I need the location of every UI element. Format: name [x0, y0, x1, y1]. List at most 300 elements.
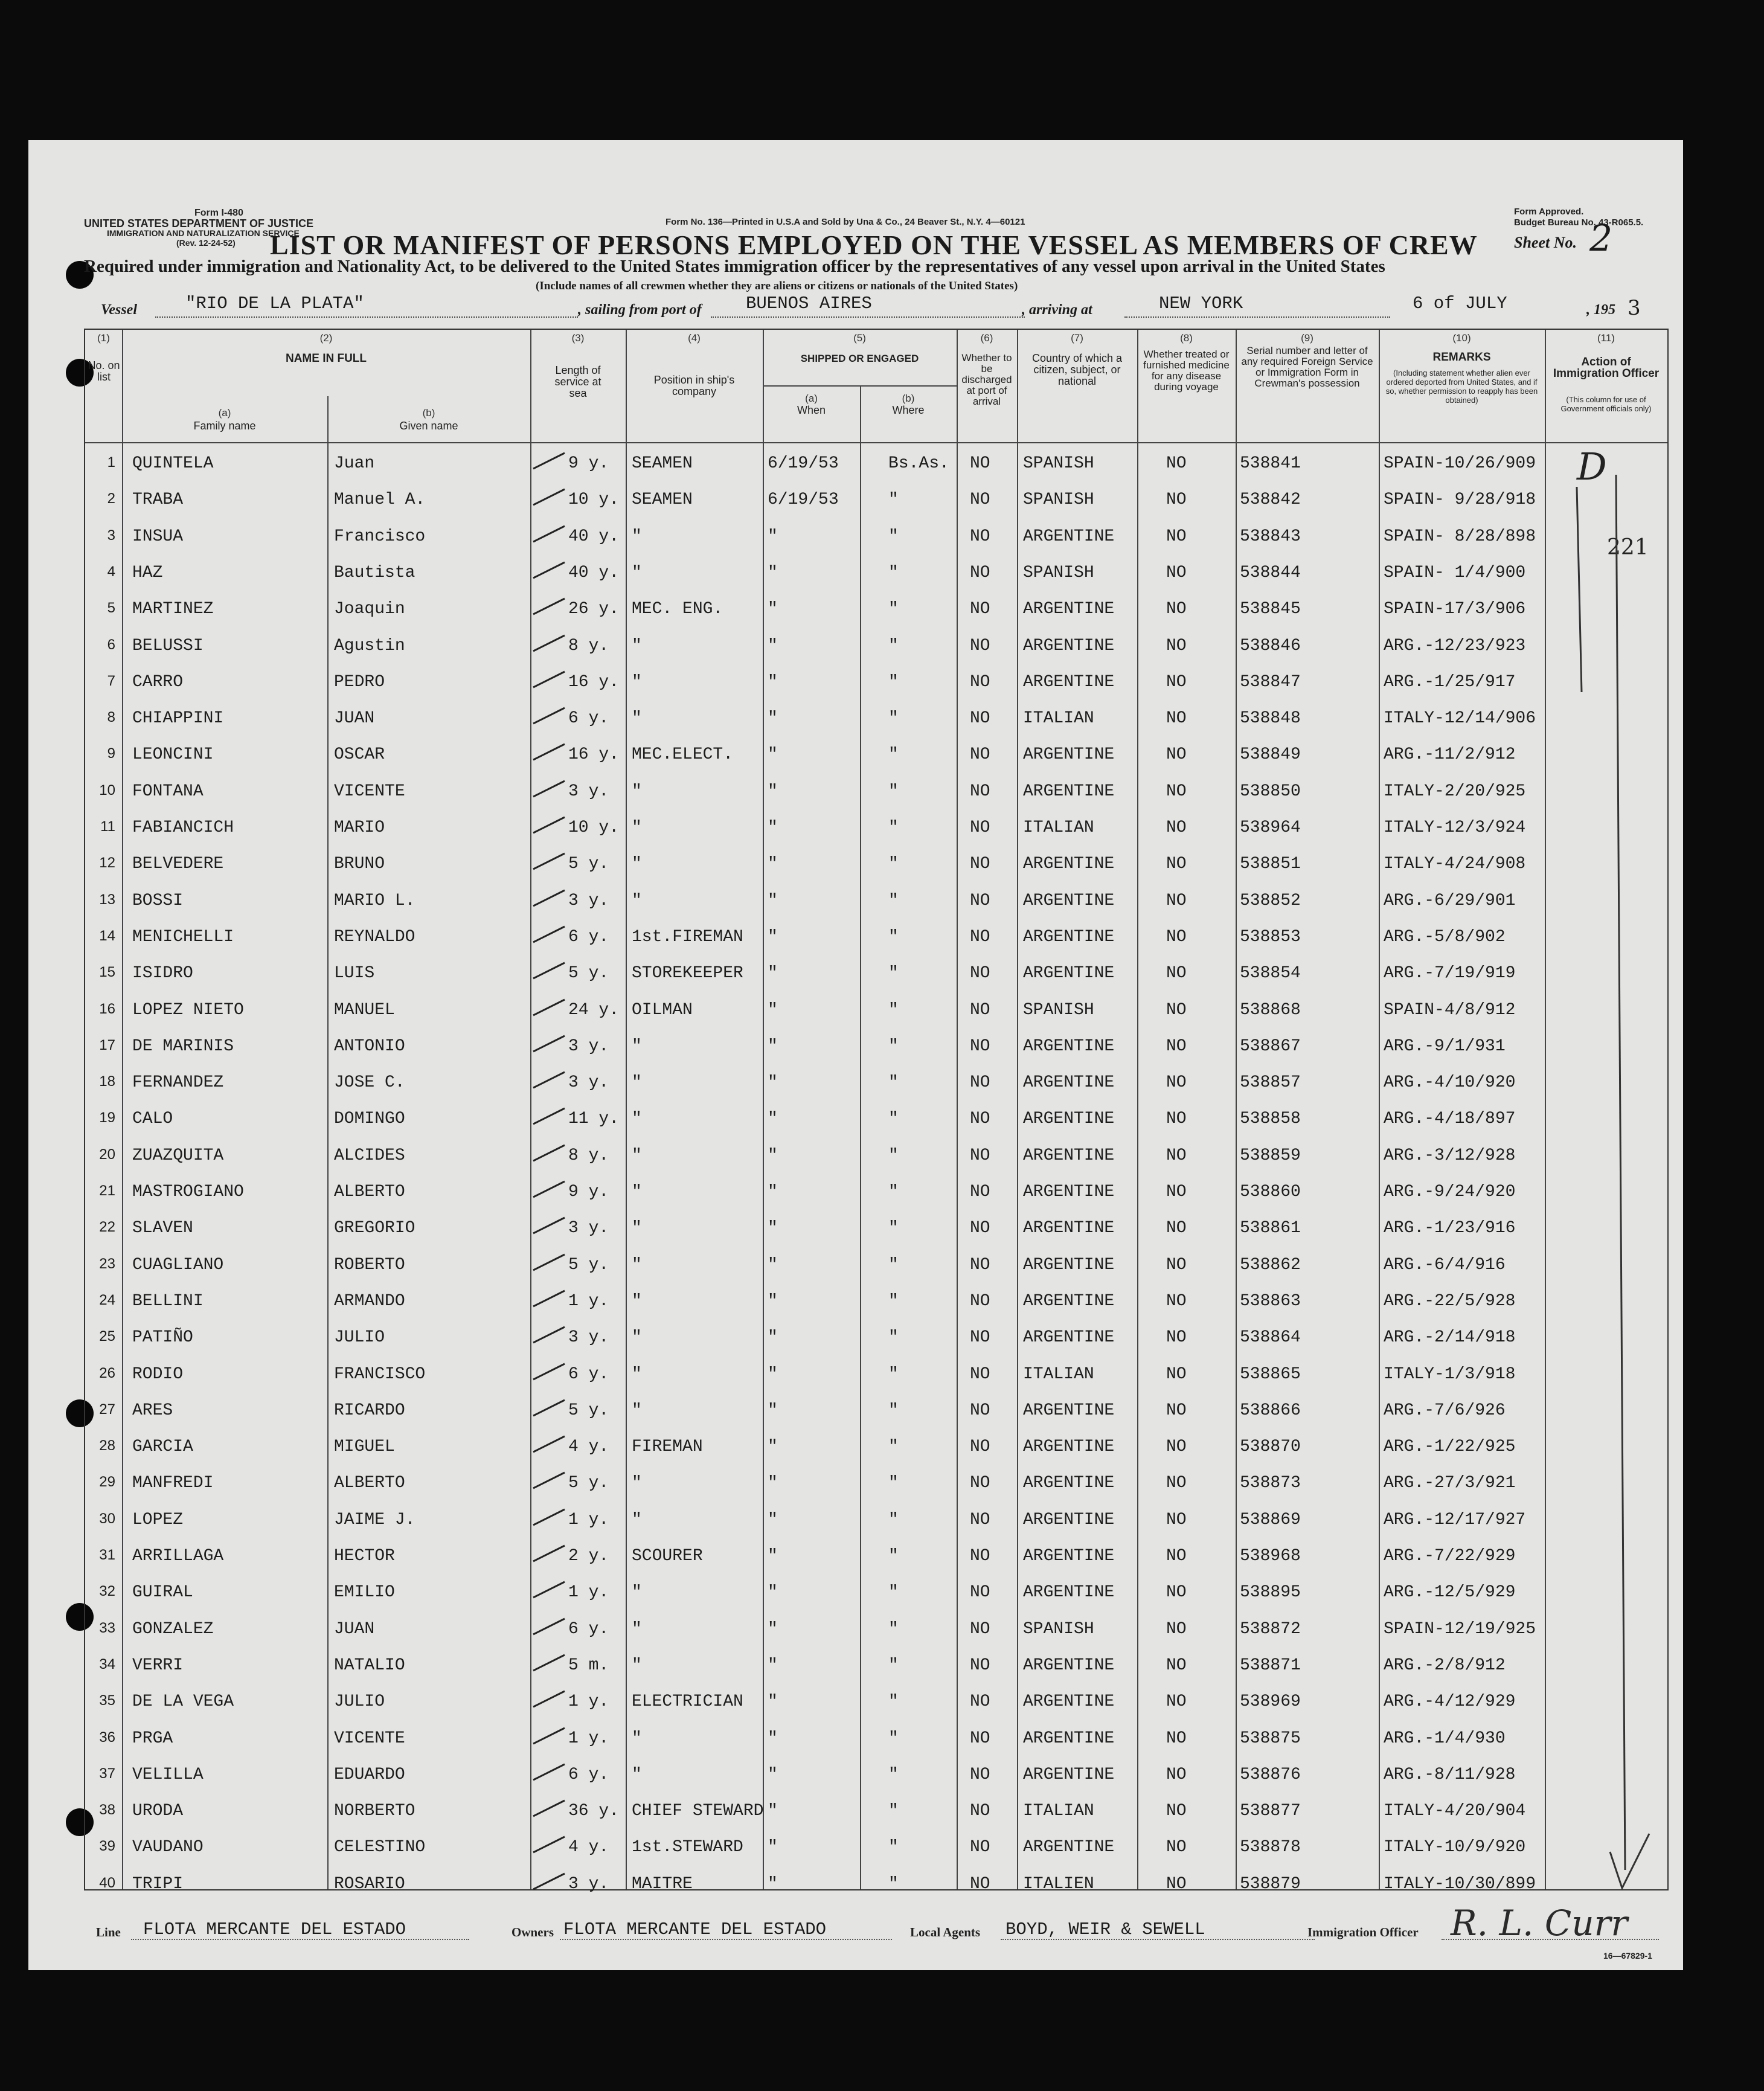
citizenship: SPANISH [1023, 490, 1094, 510]
check-mark-icon [531, 1615, 567, 1637]
row-number: 7 [107, 672, 115, 689]
position: " [632, 1656, 642, 1675]
discharge-status: NO [970, 454, 990, 473]
check-mark-icon [531, 449, 567, 471]
form-id: Form I-480 [194, 208, 243, 218]
shipped-when: " [768, 1765, 778, 1784]
family-name: VERRI [132, 1656, 184, 1675]
citizenship: ARGENTINE [1023, 1401, 1115, 1420]
family-name: QUINTELA [132, 454, 214, 473]
service-length: 1 y. [568, 1291, 609, 1311]
row-number: 39 [99, 1838, 115, 1855]
shipped-when: " [768, 1692, 778, 1712]
serial-number: 538968 [1240, 1547, 1301, 1566]
position: SEAMEN [632, 454, 693, 473]
discharge-status: NO [970, 1838, 990, 1857]
discharge-status: NO [970, 1547, 990, 1566]
citizenship: ITALIAN [1023, 1802, 1094, 1821]
port-from: BUENOS AIRES [746, 294, 872, 313]
shipped-when: " [768, 1146, 778, 1165]
discharge-status: NO [970, 1692, 990, 1712]
table-row [85, 1793, 1667, 1829]
family-name: RODIO [132, 1364, 184, 1384]
service-length: 1 y. [568, 1692, 609, 1712]
citizenship: ITALIAN [1023, 818, 1094, 837]
citizenship: ARGENTINE [1023, 1183, 1115, 1201]
citizenship: ARGENTINE [1023, 1583, 1115, 1602]
form-code: 16—67829-1 [1603, 1951, 1652, 1961]
row-number: 17 [99, 1036, 115, 1053]
remarks: ARG.-4/18/897 [1384, 1110, 1516, 1129]
given-name: Bautista [334, 563, 415, 582]
owners-label: Owners [512, 1925, 554, 1939]
col-family-sub: (a) [218, 407, 231, 419]
position: " [632, 1474, 642, 1493]
remarks: ARG.-12/23/923 [1384, 636, 1526, 655]
row-number: 27 [99, 1401, 115, 1418]
check-mark-icon [531, 1396, 567, 1418]
service-length: 4 y. [568, 1838, 609, 1857]
given-name: PEDRO [334, 672, 385, 692]
remarks: SPAIN-17/3/906 [1384, 600, 1526, 619]
remarks: ARG.-2/14/918 [1384, 1328, 1516, 1347]
discharge-status: NO [970, 818, 990, 837]
family-name: DE LA VEGA [132, 1692, 234, 1712]
col-serial-num: (9) [1301, 332, 1313, 344]
serial-number: 538859 [1240, 1146, 1301, 1165]
position: " [632, 782, 642, 801]
medicine-status: NO [1166, 1146, 1187, 1165]
table-row [85, 1611, 1667, 1648]
remarks: ARG.-1/25/917 [1384, 672, 1516, 692]
row-number: 2 [107, 490, 115, 507]
col-where-sub: (b) [902, 393, 915, 404]
citizenship: ARGENTINE [1023, 782, 1115, 801]
given-name: VICENTE [334, 1729, 405, 1748]
discharge-status: NO [970, 1510, 990, 1529]
medicine-status: NO [1166, 454, 1187, 473]
service-length: 6 y. [568, 1364, 609, 1384]
service-length: 26 y. [568, 600, 620, 619]
check-mark-icon [531, 1833, 567, 1855]
col-country-num: (7) [1071, 332, 1083, 344]
discharge-status: NO [970, 1000, 990, 1020]
serial-number: 538969 [1240, 1692, 1301, 1712]
check-mark-icon [531, 777, 567, 799]
discharge-status: NO [970, 672, 990, 692]
remarks: ARG.-2/8/912 [1384, 1656, 1506, 1675]
citizenship: ARGENTINE [1023, 1729, 1115, 1748]
remarks: ARG.-7/6/926 [1384, 1401, 1506, 1420]
shipped-where: " [888, 1219, 899, 1238]
col-shipped-header: SHIPPED OR ENGAGED [800, 353, 919, 364]
manifest-subtitle: Required under immigration and Nationality Act, to be delivered to the United States immigration officer by the representatives of any vessel upon arrival in the United States [84, 257, 1385, 276]
check-mark-icon [531, 814, 567, 835]
family-name: TRIPI [132, 1874, 184, 1893]
position: 1st.FIREMAN [632, 927, 743, 946]
position: " [632, 527, 642, 546]
table-row [85, 1138, 1667, 1174]
service-length: 8 y. [568, 1146, 609, 1165]
line-label: Line [96, 1925, 121, 1939]
citizenship: ARGENTINE [1023, 1656, 1115, 1675]
family-name: GONZALEZ [132, 1619, 214, 1639]
family-name: DE MARINIS [132, 1036, 234, 1056]
check-mark-icon [531, 1214, 567, 1236]
table-row [85, 701, 1667, 737]
position: " [632, 1765, 642, 1784]
service-length: 8 y. [568, 636, 609, 655]
shipped-when: " [768, 818, 778, 837]
given-name: MARIO L. [334, 891, 415, 910]
discharge-status: NO [970, 1583, 990, 1602]
medicine-status: NO [1166, 1437, 1187, 1457]
family-name: FONTANA [132, 782, 204, 801]
service-length: 24 y. [568, 1000, 620, 1020]
remarks: SPAIN- 9/28/918 [1384, 490, 1536, 510]
table-row [85, 1320, 1667, 1356]
discharge-status: NO [970, 964, 990, 983]
discharge-status: NO [970, 1619, 990, 1639]
shipped-where: " [888, 1802, 899, 1821]
owners-value: FLOTA MERCANTE DEL ESTADO [563, 1919, 827, 1939]
position: " [632, 1729, 642, 1748]
table-row [85, 1357, 1667, 1393]
position: " [632, 672, 642, 692]
citizenship: ARGENTINE [1023, 672, 1115, 692]
given-name: JULIO [334, 1328, 385, 1347]
shipped-where: " [888, 1838, 899, 1857]
check-mark-icon [531, 1506, 567, 1527]
given-name: BRUNO [334, 855, 385, 874]
medicine-status: NO [1166, 1729, 1187, 1748]
remarks: ARG.-1/23/916 [1384, 1219, 1516, 1238]
family-name: CARRO [132, 672, 184, 692]
position: SCOURER [632, 1547, 703, 1566]
shipped-when: " [768, 745, 778, 765]
col-where-header: Where [892, 404, 925, 416]
discharge-status: NO [970, 636, 990, 655]
citizenship: ARGENTINE [1023, 1146, 1115, 1165]
check-mark-icon [531, 1651, 567, 1673]
remarks: ARG.-8/11/928 [1384, 1765, 1516, 1784]
position: FIREMAN [632, 1437, 703, 1457]
row-number: 11 [100, 818, 115, 835]
given-name: Joaquin [334, 600, 405, 619]
family-name: FABIANCICH [132, 818, 234, 837]
table-row [85, 1648, 1667, 1684]
officer-signature: R. L. Curr [1451, 1903, 1628, 1944]
shipped-when: " [768, 1219, 778, 1238]
given-name: DOMINGO [334, 1110, 405, 1129]
line-value: FLOTA MERCANTE DEL ESTADO [143, 1919, 406, 1939]
manifest-note: (Include names of all crewmen whether they are aliens or citizens or nationals of the United States) [536, 280, 1018, 292]
form-revision: (Rev. 12-24-52) [176, 238, 236, 248]
medicine-status: NO [1166, 1656, 1187, 1675]
table-row [85, 883, 1667, 919]
col-remarks-note: (Including statement whether alien ever ordered deported from United States, and if so, whether permission to reapply has been obtained) [1385, 368, 1538, 405]
service-length: 5 y. [568, 964, 609, 983]
remarks: ITALY-10/30/899 [1384, 1874, 1536, 1893]
row-number: 24 [99, 1291, 115, 1308]
citizenship: SPANISH [1023, 1000, 1094, 1020]
given-name: ALCIDES [334, 1146, 405, 1165]
given-name: LUIS [334, 964, 375, 983]
serial-number: 538851 [1240, 855, 1301, 874]
col-position-header: Position in ship's company [653, 374, 735, 397]
given-name: MARIO [334, 818, 385, 837]
discharge-status: NO [970, 1291, 990, 1311]
citizenship: ARGENTINE [1023, 1474, 1115, 1493]
service-length: 2 y. [568, 1547, 609, 1566]
remarks: ARG.-11/2/912 [1384, 745, 1516, 765]
citizenship: ARGENTINE [1023, 745, 1115, 765]
service-length: 6 y. [568, 927, 609, 946]
family-name: BELVEDERE [132, 855, 224, 874]
remarks: ARG.-7/22/929 [1384, 1547, 1516, 1566]
row-number: 32 [99, 1583, 115, 1600]
given-name: ALBERTO [334, 1474, 405, 1493]
table-row [85, 591, 1667, 628]
family-name: URODA [132, 1802, 184, 1821]
given-name: NATALIO [334, 1656, 405, 1675]
position: MEC.ELECT. [632, 745, 734, 765]
family-name: PATIÑO [132, 1328, 193, 1347]
vessel-name: "RIO DE LA PLATA" [185, 294, 364, 313]
shipped-where: " [888, 1328, 899, 1347]
serial-number: 538877 [1240, 1802, 1301, 1821]
citizenship: ARGENTINE [1023, 527, 1115, 546]
shipped-where: " [888, 1291, 899, 1311]
check-mark-icon [531, 1105, 567, 1126]
remarks: ARG.-4/12/929 [1384, 1692, 1516, 1712]
discharge-status: NO [970, 1364, 990, 1384]
remarks: ARG.-6/29/901 [1384, 891, 1516, 910]
table-row [85, 1575, 1667, 1611]
service-length: 6 y. [568, 709, 609, 728]
serial-number: 538844 [1240, 563, 1301, 582]
family-name: MANFREDI [132, 1474, 214, 1493]
table-row [85, 555, 1667, 591]
check-mark-icon [531, 996, 567, 1018]
table-row [85, 1721, 1667, 1757]
row-number: 36 [99, 1729, 115, 1746]
shipped-where: " [888, 709, 899, 728]
shipped-when: " [768, 1619, 778, 1639]
position: " [632, 1364, 642, 1384]
discharge-status: NO [970, 891, 990, 910]
check-mark-icon [531, 1870, 567, 1892]
serial-number: 538843 [1240, 527, 1301, 546]
medicine-status: NO [1166, 1036, 1187, 1056]
service-length: 3 y. [568, 1036, 609, 1056]
shipped-when: 6/19/53 [768, 490, 839, 510]
given-name: EDUARDO [334, 1765, 405, 1784]
citizenship: ARGENTINE [1023, 636, 1115, 655]
position: STOREKEEPER [632, 964, 743, 983]
row-number: 33 [99, 1619, 115, 1636]
remarks: ITALY-2/20/925 [1384, 782, 1526, 801]
manifest-title: LIST OR MANIFEST OF PERSONS EMPLOYED ON THE VESSEL AS MEMBERS OF CREW [270, 230, 1478, 260]
discharge-status: NO [970, 1036, 990, 1056]
discharge-status: NO [970, 1219, 990, 1238]
discharge-status: NO [970, 563, 990, 582]
service-length: 9 y. [568, 454, 609, 473]
given-name: CELESTINO [334, 1838, 426, 1857]
table-row [85, 1029, 1667, 1065]
shipped-where: " [888, 1183, 899, 1201]
col-given-sub: (b) [422, 407, 435, 419]
shipped-when: " [768, 636, 778, 655]
medicine-status: NO [1166, 1765, 1187, 1784]
shipped-where: " [888, 1073, 899, 1093]
position: MAITRE [632, 1874, 693, 1893]
serial-number: 538869 [1240, 1510, 1301, 1529]
citizenship: ARGENTINE [1023, 1547, 1115, 1566]
remarks: ITALY-4/20/904 [1384, 1802, 1526, 1821]
discharge-status: NO [970, 1474, 990, 1493]
col-discharge-num: (6) [980, 332, 993, 344]
citizenship: ARGENTINE [1023, 1291, 1115, 1311]
row-number: 37 [99, 1765, 115, 1782]
citizenship: ARGENTINE [1023, 1219, 1115, 1238]
remarks: ARG.-12/17/927 [1384, 1510, 1526, 1529]
serial-number: 538850 [1240, 782, 1301, 801]
shipped-where: " [888, 672, 899, 692]
shipped-when: " [768, 1474, 778, 1493]
remarks: ARG.-9/24/920 [1384, 1183, 1516, 1201]
medicine-status: NO [1166, 745, 1187, 765]
agents-value: BOYD, WEIR & SEWELL [1005, 1919, 1205, 1939]
citizenship: ARGENTINE [1023, 1838, 1115, 1857]
row-number: 30 [99, 1510, 115, 1527]
given-name: REYNALDO [334, 927, 415, 946]
serial-number: 538847 [1240, 672, 1301, 692]
medicine-status: NO [1166, 1510, 1187, 1529]
row-number: 12 [99, 855, 115, 872]
given-name: Juan [334, 454, 375, 473]
position: SEAMEN [632, 490, 693, 510]
citizenship: ARGENTINE [1023, 927, 1115, 946]
shipped-where: " [888, 1000, 899, 1020]
remarks: SPAIN-10/26/909 [1384, 454, 1536, 473]
medicine-status: NO [1166, 1328, 1187, 1347]
shipped-when: " [768, 855, 778, 874]
discharge-status: NO [970, 782, 990, 801]
citizenship: ARGENTINE [1023, 855, 1115, 874]
remarks: SPAIN-4/8/912 [1384, 1000, 1516, 1020]
shipped-when: " [768, 1401, 778, 1420]
citizenship: SPANISH [1023, 1619, 1094, 1639]
shipped-where: " [888, 1656, 899, 1675]
check-mark-icon [531, 1360, 567, 1382]
medicine-status: NO [1166, 1583, 1187, 1602]
medicine-status: NO [1166, 636, 1187, 655]
family-name: BELUSSI [132, 636, 204, 655]
given-name: HECTOR [334, 1547, 395, 1566]
table-row [85, 1101, 1667, 1137]
table-row [85, 992, 1667, 1029]
family-name: VELILLA [132, 1765, 204, 1784]
table-row [85, 1283, 1667, 1320]
medicine-status: NO [1166, 1183, 1187, 1201]
discharge-status: NO [970, 1401, 990, 1420]
shipped-when: " [768, 1583, 778, 1602]
discharge-status: NO [970, 1110, 990, 1129]
row-number: 38 [99, 1802, 115, 1819]
shipped-where: " [888, 1510, 899, 1529]
medicine-status: NO [1166, 1219, 1187, 1238]
shipped-where: " [888, 490, 899, 510]
shipped-when: " [768, 1838, 778, 1857]
check-mark-icon [531, 1068, 567, 1090]
discharge-status: NO [970, 600, 990, 619]
row-number: 40 [99, 1874, 115, 1891]
family-name: LOPEZ NIETO [132, 1000, 244, 1020]
serial-number: 538861 [1240, 1219, 1301, 1238]
service-length: 3 y. [568, 1874, 609, 1893]
family-name: ISIDRO [132, 964, 193, 983]
table-row [85, 919, 1667, 956]
service-length: 3 y. [568, 782, 609, 801]
shipped-when: " [768, 527, 778, 546]
medicine-status: NO [1166, 964, 1187, 983]
row-number: 22 [99, 1219, 115, 1236]
family-name: BELLINI [132, 1291, 204, 1311]
serial-number: 538964 [1240, 818, 1301, 837]
shipped-where: " [888, 600, 899, 619]
medicine-status: NO [1166, 490, 1187, 510]
position: " [632, 1583, 642, 1602]
table-row [85, 1684, 1667, 1720]
service-length: 6 y. [568, 1619, 609, 1639]
medicine-status: NO [1166, 709, 1187, 728]
serial-number: 538854 [1240, 964, 1301, 983]
serial-number: 538858 [1240, 1110, 1301, 1129]
table-row [85, 846, 1667, 882]
family-name: CALO [132, 1110, 173, 1129]
remarks: ARG.-27/3/921 [1384, 1474, 1516, 1493]
given-name: RICARDO [334, 1401, 405, 1420]
given-name: JAIME J. [334, 1510, 415, 1529]
given-name: EMILIO [334, 1583, 395, 1602]
remarks: ITALY-12/3/924 [1384, 818, 1526, 837]
shipped-when: " [768, 1802, 778, 1821]
family-name: MASTROGIANO [132, 1183, 244, 1201]
row-number: 9 [107, 745, 115, 762]
discharge-status: NO [970, 527, 990, 546]
table-row [85, 1065, 1667, 1101]
medicine-status: NO [1166, 672, 1187, 692]
medicine-status: NO [1166, 891, 1187, 910]
shipped-when: " [768, 1328, 778, 1347]
col-no-header: No. on list [88, 359, 120, 383]
position: " [632, 1328, 642, 1347]
service-length: 10 y. [568, 490, 620, 510]
citizenship: ARGENTINE [1023, 1437, 1115, 1457]
check-mark-icon [531, 1178, 567, 1200]
given-name: Manuel A. [334, 490, 426, 510]
officer-label: Immigration Officer [1307, 1925, 1419, 1939]
serial-number: 538870 [1240, 1437, 1301, 1457]
citizenship: ITALIAN [1023, 709, 1094, 728]
remarks: ARG.-12/5/929 [1384, 1583, 1516, 1602]
remarks: ITALY-1/3/918 [1384, 1364, 1516, 1384]
given-name: MANUEL [334, 1000, 395, 1020]
service-length: 3 y. [568, 891, 609, 910]
shipped-where: " [888, 1036, 899, 1056]
citizenship: ARGENTINE [1023, 1692, 1115, 1712]
